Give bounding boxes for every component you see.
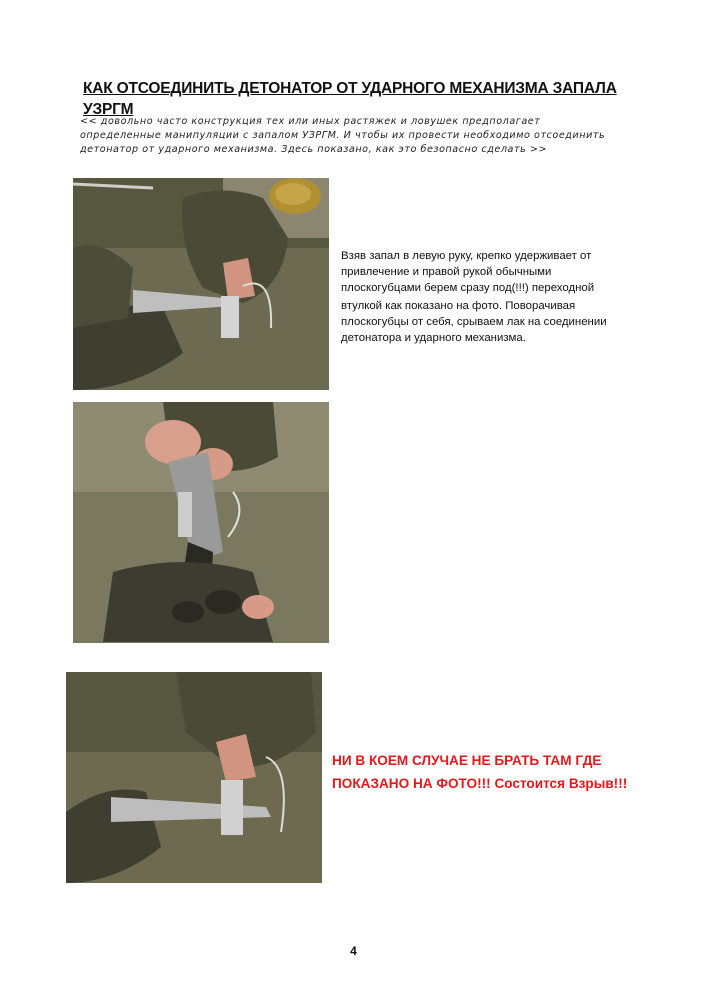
photo-wrong-grip-step3 <box>66 672 322 883</box>
page-subtitle: << довольно часто конструкция тех или иных растяжек и ловушек предполагает определенные манипуляции с запалом УЗРГМ. И чтобы их провести необходимо отсоединить детонатор от ударного механизма. Здесь показано, как это безопасно сделать >> <box>80 116 606 155</box>
caption-line-1: Взяв запал в левую руку, крепко удерживает от привлечение и правой рукой обычными плоскогубцами берем сразу под(!!!) переходной <box>341 250 595 294</box>
page-title: КАК ОТСОЕДИНИТЬ ДЕТОНАТОР ОТ УДАРНОГО МЕХАНИЗМА ЗАПАЛА УЗРГМ <box>83 80 617 118</box>
photo-pliers-grip-step1 <box>73 178 329 390</box>
photo-pliers-twist-step2 <box>73 402 329 643</box>
instruction-caption <box>341 248 611 346</box>
danger-warning: НИ В КОЕМ СЛУЧАЕ НЕ БРАТЬ ТАМ ГДЕ ПОКАЗАНО НА ФОТО!!! Состоится Взрыв!!! <box>332 753 628 791</box>
caption-line-2: втулкой как показано на фото. Поворачивая плоскогубцы от себя, срываем лак на соединении детонатора и ударного механизма. <box>341 300 607 344</box>
page-number: 4 <box>350 944 357 958</box>
